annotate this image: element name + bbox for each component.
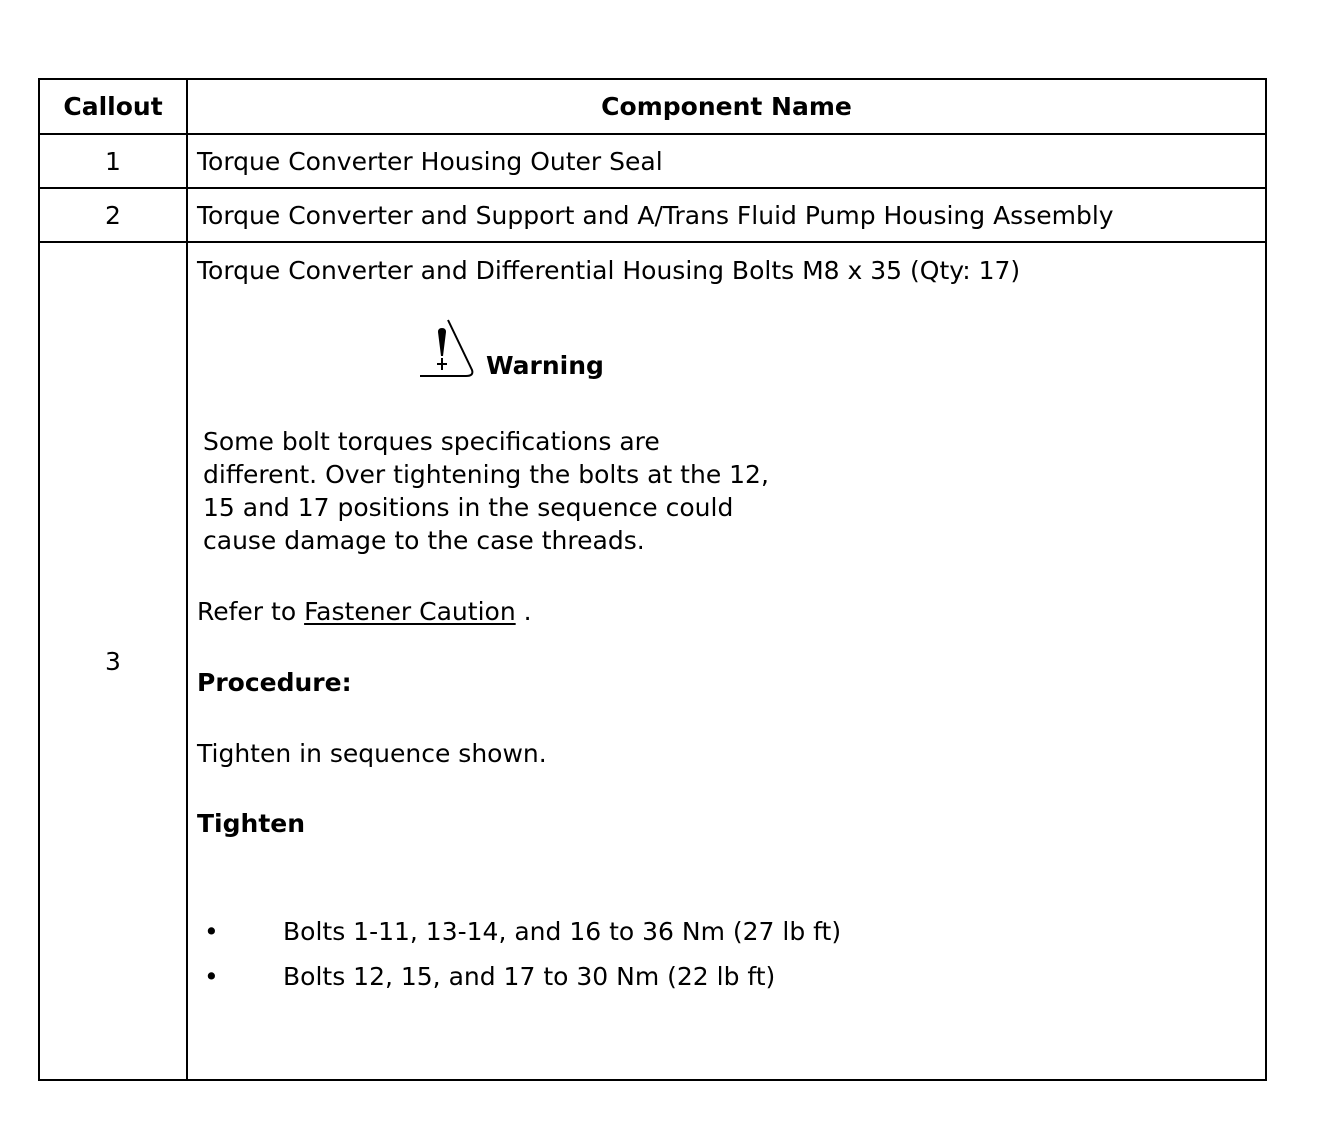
component-table xyxy=(38,78,1267,1081)
component-name-header: Component Name xyxy=(187,79,1266,134)
list-item xyxy=(188,962,841,1007)
procedure-text: Tighten in sequence shown. xyxy=(197,739,547,768)
warning-icon xyxy=(418,318,474,380)
warning-label: Warning xyxy=(486,351,604,380)
callout-header: Callout xyxy=(39,79,187,134)
component-detail-cell xyxy=(187,242,1266,1080)
warning-heading xyxy=(418,318,604,380)
warning-line: different. Over tightening the bolts at the 12, xyxy=(203,460,769,489)
fastener-caution-link[interactable]: Fastener Caution xyxy=(304,597,516,626)
torque-spec: Bolts 12, 15, and 17 to 30 Nm (22 lb ft) xyxy=(283,962,776,991)
torque-spec: Bolts 1-11, 13-14, and 16 to 36 Nm (27 lb ft) xyxy=(283,917,842,946)
torque-list xyxy=(188,917,841,1007)
refer-prefix: Refer to xyxy=(197,597,297,626)
callout-number: 2 xyxy=(39,188,187,242)
warning-line: 15 and 17 positions in the sequence could xyxy=(203,493,734,522)
table-row xyxy=(39,134,1266,188)
list-item xyxy=(188,917,841,962)
component-name: Torque Converter and Differential Housing Bolts M8 x 35 (Qty: 17) xyxy=(197,256,1021,285)
bullet: • xyxy=(204,962,219,991)
callout-number: 3 xyxy=(39,242,187,1080)
refer-suffix: . xyxy=(523,597,532,626)
component-name: Torque Converter Housing Outer Seal xyxy=(187,134,1266,188)
warning-line: cause damage to the case threads. xyxy=(203,526,645,555)
table-row xyxy=(39,242,1266,1080)
bullet: • xyxy=(204,917,219,946)
tighten-heading: Tighten xyxy=(197,809,306,838)
table-header-row xyxy=(39,79,1266,134)
component-name: Torque Converter and Support and A/Trans Fluid Pump Housing Assembly xyxy=(187,188,1266,242)
warning-text xyxy=(203,425,843,557)
table-row xyxy=(39,188,1266,242)
warning-line: Some bolt torques specifications are xyxy=(203,427,660,456)
callout-number: 1 xyxy=(39,134,187,188)
procedure-heading: Procedure: xyxy=(197,668,352,697)
refer-line xyxy=(197,597,532,626)
